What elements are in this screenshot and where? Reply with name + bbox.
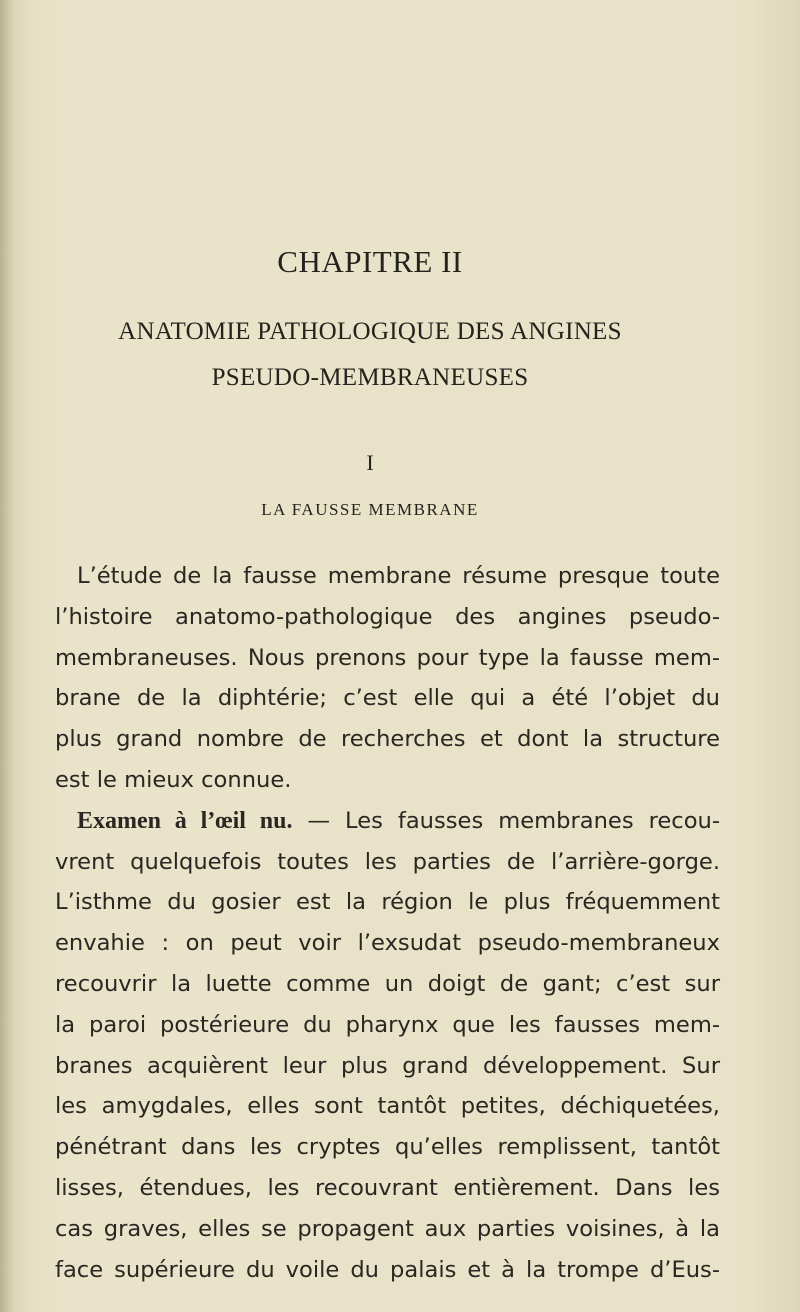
text-line: lisses, étendues, les recouvrant entièrement. Dans les xyxy=(55,1174,720,1201)
chapter-title-line-2: PSEUDO-MEMBRANEUSES xyxy=(211,364,529,391)
text-fragment: — Les fausses membranes recou- xyxy=(292,807,720,834)
text-line: brane de la diphtérie; c’est elle qui a été l’objet du xyxy=(55,685,720,712)
text-line: membraneuses. Nous prenons pour type la fausse mem- xyxy=(55,644,720,671)
text-line: L’étude de la fausse membrane résume presque toute xyxy=(77,563,720,589)
text-line: recouvrir la luette comme un doigt de gant; c’est sur xyxy=(55,970,720,997)
text-line: cas graves, elles se propagent aux parties voisines, à la xyxy=(55,1215,720,1242)
text-line: pénétrant dans les cryptes qu’elles remplissent, tantôt xyxy=(55,1134,720,1161)
text-line: les amygdales, elles sont tantôt petites, déchiquetées, xyxy=(55,1093,720,1120)
body-text xyxy=(55,556,720,1290)
text-line: vrent quelquefois toutes les parties de l’arrière-gorge. xyxy=(55,848,720,875)
text-line: L’isthme du gosier est la région le plus fréquemment xyxy=(55,889,720,916)
text-line: plus grand nombre de recherches et dont la structure xyxy=(55,726,720,753)
text-line: est le mieux connue. xyxy=(55,766,292,793)
chapter-title-line-1: ANATOMIE PATHOLOGIQUE DES ANGINES xyxy=(118,318,622,345)
text-line: la paroi postérieure du pharynx que les fausses mem- xyxy=(55,1011,720,1038)
paragraph-heading: Examen à l’œil nu. xyxy=(77,807,293,834)
text-line: envahie : on peut voir l’exsudat pseudo-membraneux xyxy=(55,930,720,957)
text-line: l’histoire anatomo-pathologique des angines pseudo- xyxy=(55,603,720,630)
section-title: LA FAUSSE MEMBRANE xyxy=(261,500,479,519)
chapter-heading: CHAPITRE II xyxy=(277,244,463,279)
section-number: I xyxy=(366,450,374,475)
text-line: face supérieure du voile du palais et à la trompe d’Eus- xyxy=(55,1256,720,1283)
paragraph-2-first-line xyxy=(55,801,720,842)
page-binding-edge xyxy=(0,0,14,1312)
text-line: branes acquièrent leur plus grand développement. Sur xyxy=(55,1052,720,1079)
